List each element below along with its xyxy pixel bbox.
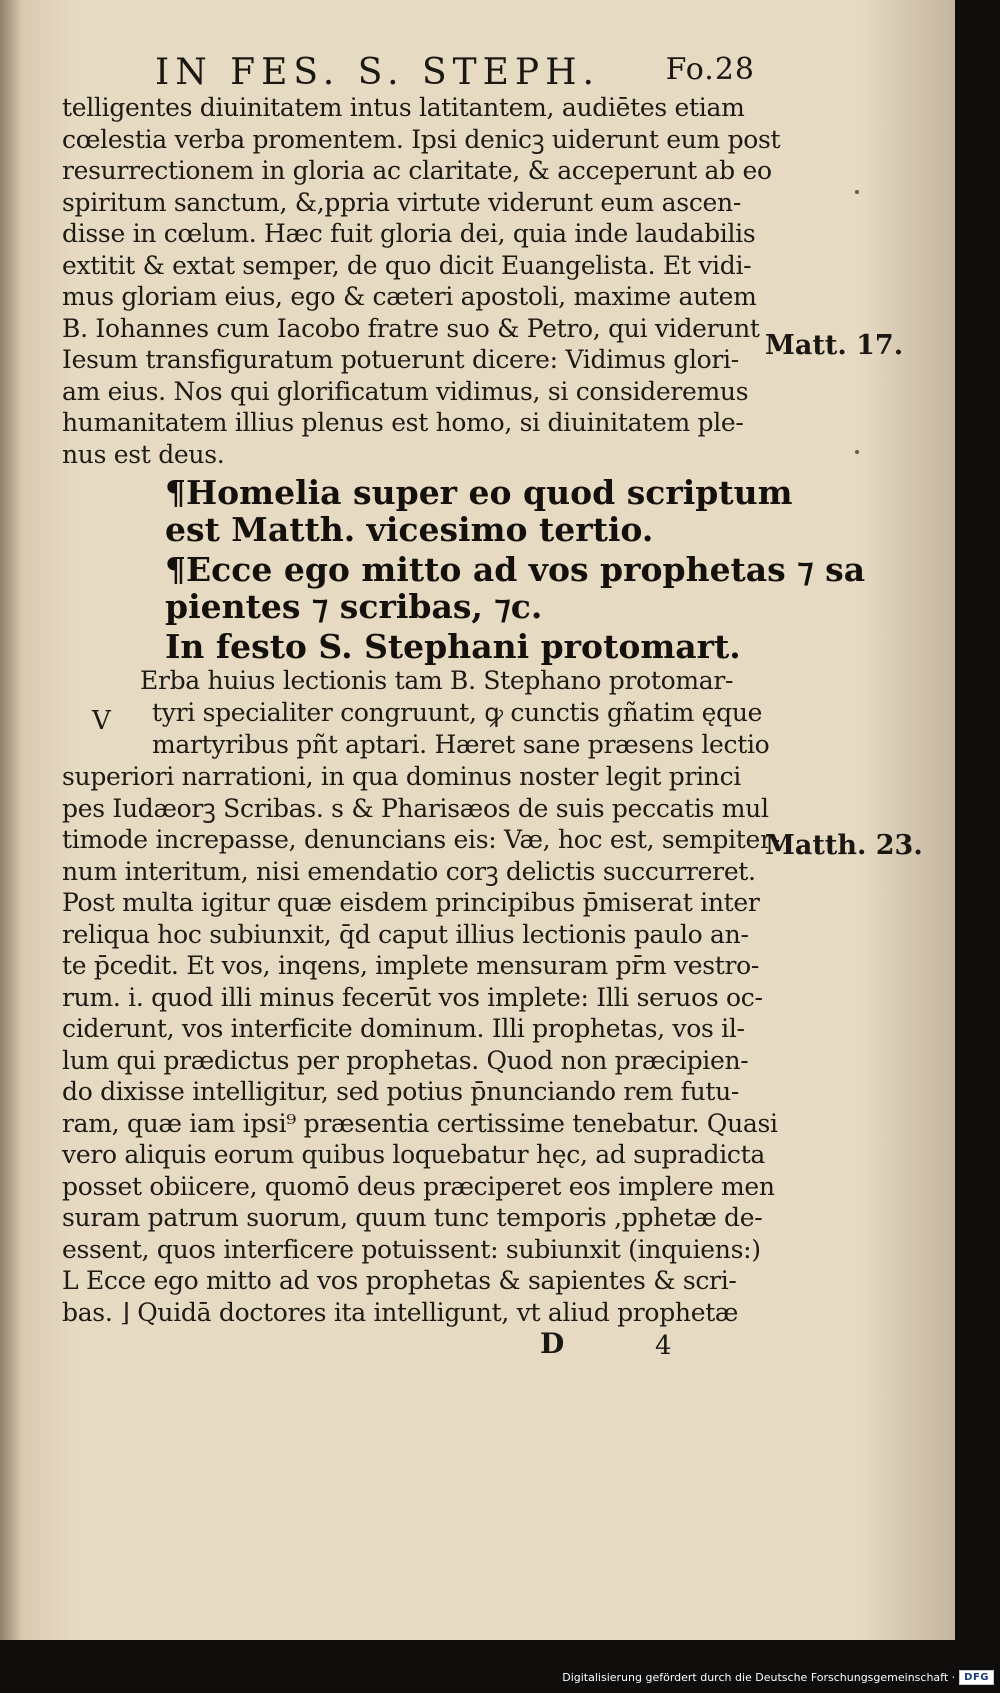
- text-line: humanitatem illius plenus est homo, si diuinitatem ple-: [62, 408, 744, 437]
- text-line: B. Iohannes cum Iacobo fratre suo & Petro, qui viderunt: [62, 313, 760, 343]
- text-line: num interitum, nisi emendatio corꝫ delictis succurreret.: [62, 856, 756, 886]
- text-line: essent, quos interficere potuissent: subiunxit (inquiens:): [62, 1234, 761, 1264]
- ink-speck: [855, 450, 859, 454]
- text-line: am eius. Nos qui glorificatum vidimus, si consideremus: [62, 376, 749, 406]
- text-line: L Ecce ego mitto ad vos prophetas & sapientes & scri-: [62, 1266, 737, 1295]
- text-line: rum. i. quod illi minus fecerūt vos implete: Illi seruos oc-: [62, 982, 763, 1012]
- text-line: tyri specialiter congruunt, ꝙ cunctis gñatim ęque: [152, 698, 763, 727]
- running-head: [155, 52, 755, 92]
- running-head-title: IN FES. S. STEPH.: [155, 52, 600, 93]
- gospel-incipit: pientes ⁊ scribas, ⁊c.: [165, 587, 543, 626]
- text-line: Erba huius lectionis tam B. Stephano protomar-: [140, 666, 734, 695]
- dfg-logo: DFG: [959, 1670, 994, 1685]
- text-line: resurrectionem in gloria ac claritate, & acceperunt ab eo: [62, 156, 772, 185]
- signature-number: 4: [655, 1331, 672, 1361]
- text-line: ram, quæ iam ipsi⁹ præsentia certissime tenebatur. Quasi: [62, 1108, 778, 1138]
- homily-heading: ¶Homelia super eo quod scriptum: [165, 473, 793, 512]
- text-line: cœlestia verba promentem. Ipsi denicꝫ uiderunt eum post: [62, 124, 781, 154]
- initial-letter: V: [92, 706, 111, 736]
- marginal-reference: Matt. 17.: [765, 330, 904, 361]
- credit-text: Digitalisierung gefördert durch die Deutsche Forschungsgemeinschaft ·: [562, 1670, 956, 1684]
- text-line: Post multa igitur quæ eisdem principibus p̄miserat inter: [62, 888, 760, 917]
- text-line: disse in cœlum. Hæc fuit gloria dei, quia inde laudabilis: [62, 219, 756, 248]
- text-line: ciderunt, vos interficite dominum. Illi prophetas, vos il-: [62, 1014, 745, 1043]
- gospel-incipit: ¶Ecce ego mitto ad vos prophetas ⁊ sa: [165, 550, 866, 589]
- homily-heading: est Matth. vicesimo tertio.: [165, 510, 654, 549]
- gutter-shadow: [0, 0, 22, 1640]
- text-line: bas. ⌋ Quidā doctores ita intelligunt, vt aliud prophetæ: [62, 1297, 739, 1327]
- text-line: do dixisse intelligitur, sed potius p̄nunciando rem futu-: [62, 1077, 740, 1106]
- text-line: pes Iudæorꝫ Scribas. s & Pharisæos de suis peccatis mul: [62, 793, 769, 823]
- text-line: superiori narrationi, in qua dominus noster legit princi: [62, 762, 742, 791]
- text-line: martyribus pñt aptari. Hæret sane præsens lectio: [152, 730, 770, 759]
- text-line: lum qui prædictus per prophetas. Quod non præcipien-: [62, 1045, 749, 1075]
- text-line: vero aliquis eorum quibus loquebatur hęc, ad supradicta: [62, 1140, 765, 1169]
- text-line: Iesum transfiguratum potuerunt dicere: Vidimus glori-: [62, 345, 739, 374]
- text-line: posset obiicere, quomō deus præciperet eos implere men: [62, 1171, 775, 1201]
- folio-number: Fo.28: [665, 52, 755, 87]
- signature-mark: D: [540, 1327, 565, 1360]
- marginal-reference: Matth. 23.: [765, 830, 923, 861]
- text-line: extitit & extat semper, de quo dicit Euangelista. Et vidi-: [62, 250, 752, 280]
- ink-speck: [855, 190, 859, 194]
- text-line: telligentes diuinitatem intus latitantem, audiētes etiam: [62, 93, 745, 122]
- text-line: timode increpasse, denuncians eis: Væ, hoc est, sempiter-: [62, 825, 780, 854]
- text-line: spiritum sanctum, &,ppria virtute viderunt eum ascen-: [62, 187, 741, 217]
- text-line: mus gloriam eius, ego & cæteri apostoli, maxime autem: [62, 282, 757, 311]
- text-line: reliqua hoc subiunxit, q̄d caput illius lectionis paulo an-: [62, 919, 749, 949]
- body-text-bottom: [62, 761, 780, 1328]
- feast-heading: In festo S. Stephani protomart.: [165, 627, 741, 666]
- text-line: nus est deus.: [62, 439, 225, 469]
- body-text-top: [62, 92, 781, 470]
- digitization-credit: [562, 1667, 994, 1687]
- text-line: te p̄cedit. Et vos, inqens, implete mensuram pr̄m vestro-: [62, 951, 760, 980]
- text-line: suram patrum suorum, quum tunc temporis ,pphetæ de-: [62, 1203, 763, 1232]
